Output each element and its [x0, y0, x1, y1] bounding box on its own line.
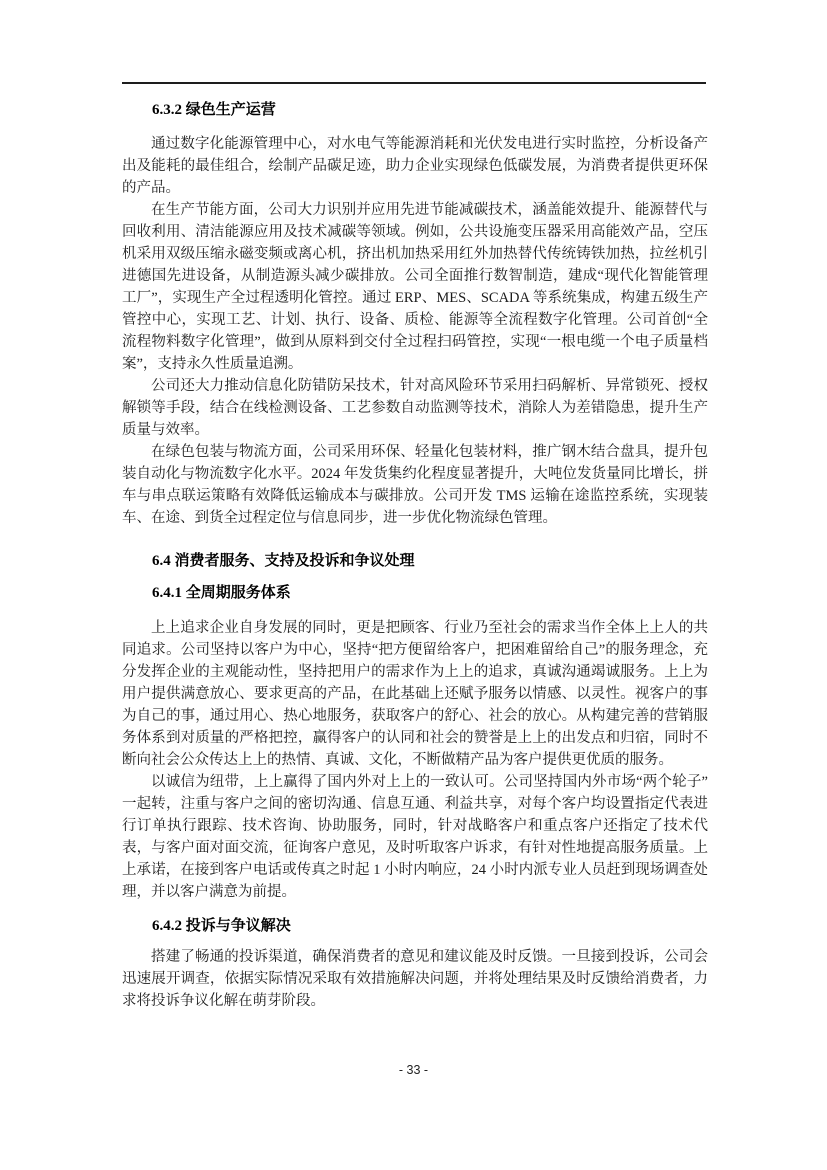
body-paragraph: 通过数字化能源管理中心，对水电气等能源消耗和光伏发电进行实时监控，分析设备产出及能耗的最佳组合，绘制产品碳足迹，助力企业实现绿色低碳发展，为消费者提供更环保的产品。: [122, 136, 708, 196]
body-paragraph: 在绿色包装与物流方面，公司采用环保、轻量化包装材料，推广钢木结合盘具，提升包装自动化与物流数字化水平。2024 年发货集约化程度显著提升，大吨位发货量同比增长，拼车与串点联运策略有效降低运输成本与碳排放。公司开发 TMS 运输在途监控系统，实现装车、在途、到货全过程定位与信息同步，进一步优化物流绿色管理。: [122, 444, 708, 526]
section-heading-6-3-2: 6.3.2 绿色生产运营: [152, 102, 276, 118]
section-heading-6-4-1: 6.4.1 全周期服务体系: [152, 585, 291, 601]
section-heading-6-4: 6.4 消费者服务、支持及投诉和争议处理: [152, 553, 415, 569]
page-content: [122, 92, 708, 1012]
body-paragraph: 搭建了畅通的投诉渠道，确保消费者的意见和建议能及时反馈。一旦接到投诉，公司会迅速展开调查，依据实际情况采取有效措施解决问题，并将处理结果及时反馈给消费者，力求将投诉争议化解在萌芽阶段。: [122, 949, 708, 1009]
header-divider-line: [122, 82, 706, 84]
section-heading-6-4-2: 6.4.2 投诉与争议解决: [152, 918, 291, 934]
page-number: - 33 -: [398, 1063, 429, 1077]
body-paragraph: 上上追求企业自身发展的同时，更是把顾客、行业乃至社会的需求当作全体上上人的共同追求。公司坚持以客户为中心，坚持“把方便留给客户，把困难留给自己”的服务理念，充分发挥企业的主观能动性，坚持把用户的需求作为上上的追求，真诚沟通竭诚服务。上上为用户提供满意放心、要求更高的产品，在此基础上还赋予服务以情感、以灵性。视客户的事为自己的事，通过用心、热心地服务，获取客户的舒心、社会的放心。从构建完善的营销服务体系到对质量的严格把控，赢得客户的认同和社会的赞誉是上上的出发点和归宿，同时不断向社会公众传达上上的热情、真诚、文化，不断做精产品为客户提供更优质的服务。: [122, 620, 708, 768]
body-paragraph: 在生产节能方面，公司大力识别并应用先进节能减碳技术，涵盖能效提升、能源替代与回收利用、清洁能源应用及技术减碳等领域。例如，公共设施变压器采用高能效产品，空压机采用双级压缩永磁变频或离心机，挤出机加热采用红外加热替代传统铸铁加热，拉丝机引进德国先进设备，从制造源头减少碳排放。公司全面推行数智制造，建成“现代化智能管理工厂”，实现生产全过程透明化管控。通过 ERP、MES、SCADA 等系统集成，构建五级生产管控中心，实现工艺、计划、执行、设备、质检、能源等全流程数字化管理。公司首创“全流程物料数字化管理”，做到从原料到交付全过程扫码管控，实现“一根电缆一个电子质量档案”，支持永久性质量追溯。: [122, 202, 708, 372]
body-paragraph: 以诚信为纽带，上上赢得了国内外对上上的一致认可。公司坚持国内外市场“两个轮子”一起转，注重与客户之间的密切沟通、信息互通、利益共享，对每个客户均设置指定代表进行订单执行跟踪、技术咨询、协助服务，同时，针对战略客户和重点客户还指定了技术代表，与客户面对面交流，征询客户意见，及时听取客户诉求，有针对性地提高服务质量。上上承诺，在接到客户电话或传真之时起 1 小时内响应，24 小时内派专业人员赶到现场调查处理，并以客户满意为前提。: [122, 774, 708, 900]
body-paragraph: 公司还大力推动信息化防错防呆技术，针对高风险环节采用扫码解析、异常锁死、授权解锁等手段，结合在线检测设备、工艺参数自动监测等技术，消除人为差错隐患，提升生产质量与效率。: [122, 378, 708, 438]
